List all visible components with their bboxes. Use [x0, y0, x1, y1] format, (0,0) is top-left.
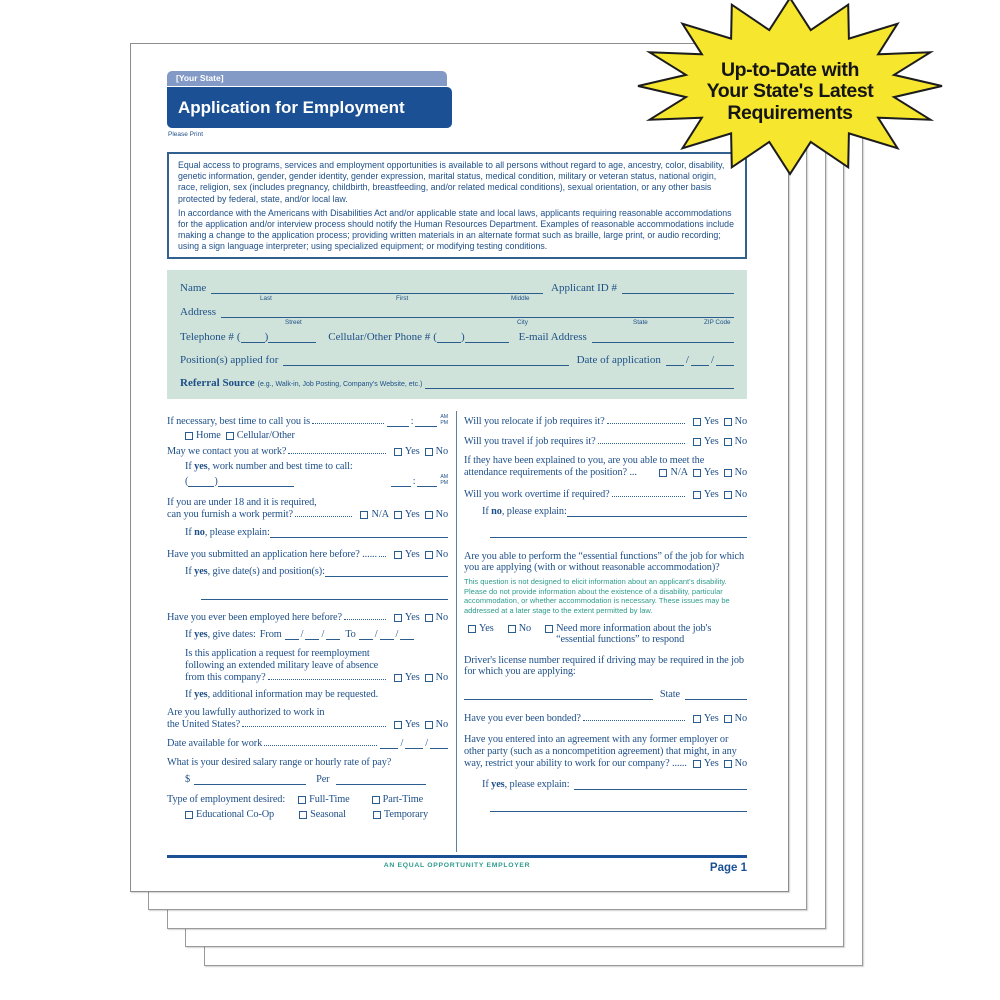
checkbox-icon [724, 491, 732, 499]
column-divider [456, 411, 457, 852]
per-label: Per [316, 774, 330, 786]
address-row [180, 306, 734, 318]
work-area-field[interactable] [188, 476, 214, 487]
checkbox-yes[interactable]: Yes [394, 446, 420, 457]
if-yes-explain-row: If yes, please explain: [482, 779, 747, 790]
checkbox-icon [360, 511, 368, 519]
please-print-note: Please Print [168, 131, 204, 138]
checkbox-no[interactable]: No [724, 436, 747, 447]
employment-type-row [167, 794, 448, 805]
dot-leader [264, 745, 377, 746]
authorized-row [167, 719, 448, 730]
employment-dates-row: If yes, give dates: From / / To / / [185, 629, 448, 640]
question-text: Have you ever been employed here before? [167, 612, 342, 624]
name-sub-first: First [396, 295, 409, 302]
ada-paragraph: In accordance with the Americans with Disabilities Act and/or applicable state and local laws, applicants requiring reasonable accommodations for the application and/or interview process should notify the Human Resources Department. Examples of reasonable accommodations include making a change to the application process; providing written materials in an alternate format such as braille, large print, or audio recording; using a sign language interpreter; using specialized equipment; or modifying testing conditions. [178, 207, 734, 252]
dollar-sign: $ [185, 774, 191, 786]
slash: / [374, 629, 378, 641]
dot-leader [612, 496, 685, 497]
if-no-explain-row: If no, please explain: [482, 506, 747, 517]
date-field[interactable] [285, 629, 299, 640]
slash: / [321, 629, 325, 641]
question-text: from this company? [185, 672, 266, 684]
referral-hint: (e.g., Walk-in, Job Posting, Company's Website, etc.) [257, 381, 423, 388]
dot-leader [598, 443, 685, 444]
explain-field[interactable] [270, 527, 448, 538]
questionnaire [167, 409, 747, 855]
question-text: Have you submitted an application here before? ...... [167, 549, 377, 561]
checkbox-yes[interactable]: Yes [693, 416, 719, 427]
attendance-line1: If they have been explained to you, are you able to meet the [464, 455, 705, 466]
name-field[interactable] [211, 283, 543, 294]
date-field[interactable] [359, 629, 373, 640]
checkbox-no[interactable]: No [425, 509, 448, 520]
checkbox-no[interactable]: No [724, 467, 747, 478]
date-field[interactable] [380, 629, 394, 640]
slash: / [685, 354, 689, 366]
checkbox-part-time[interactable]: Part-Time [372, 794, 423, 805]
checkbox-yes[interactable]: Yes [693, 713, 719, 724]
checkbox-full-time[interactable]: Full-Time [298, 794, 350, 805]
checkbox-yes[interactable]: Yes [693, 436, 719, 447]
dot-leader [295, 516, 353, 517]
checkbox-educational-co-op[interactable]: Educational Co-Op [185, 809, 274, 820]
open-paren: ( [185, 476, 189, 488]
essential-functions-note: This question is not designed to elicit information about an applicant's disability. Please do not provide information about the existence of a disability, particular accommodation, or whether accommodation is necessary. These issues may be addressed at a later stage to the extent permitted by law. [464, 577, 730, 615]
date-field[interactable] [400, 629, 414, 640]
dates-positions-field[interactable] [325, 566, 448, 577]
explain-field[interactable] [567, 506, 747, 517]
work-number-field[interactable] [218, 476, 294, 487]
question-text: Type of employment desired: [167, 794, 286, 806]
checkbox-seasonal[interactable]: Seasonal [299, 809, 346, 820]
checkbox-icon [508, 625, 516, 633]
checkbox-icon [693, 760, 701, 768]
checkbox-icon [299, 811, 307, 819]
personal-info-section [167, 270, 747, 399]
checkbox-no[interactable]: No [425, 549, 448, 560]
checkbox-no[interactable]: No [724, 713, 747, 724]
checkbox-icon [425, 448, 433, 456]
question-text: Will you travel if job requires it? [464, 436, 596, 447]
position-row [180, 354, 734, 366]
checkbox-cellular-other[interactable]: Cellular/Other [226, 430, 295, 441]
dot-leader [379, 556, 386, 557]
checkbox-yes[interactable]: Yes [693, 467, 719, 478]
name-row [180, 282, 734, 294]
work-number-row [185, 475, 448, 487]
per-field[interactable] [336, 774, 426, 785]
close-paren: ) [214, 476, 218, 488]
best-time-row [167, 415, 448, 427]
checkbox-yes[interactable]: Yes [394, 672, 420, 683]
position-field[interactable] [283, 355, 568, 366]
checkbox-icon [693, 418, 701, 426]
essential-functions-question: Are you able to perform the “essential functions” of the job for which you are applying (with or without reasonable accommodation)? [464, 551, 745, 573]
colon: : [410, 416, 414, 428]
write-in-line[interactable] [490, 801, 747, 812]
question-text: Will you work overtime if required? [464, 489, 610, 500]
name-sub-middle: Middle [511, 295, 530, 302]
checkbox-icon [693, 715, 701, 723]
drivers-license-question: Driver's license number required if driving may be required in the job for which you are applying: [464, 655, 744, 678]
checkbox-icon [394, 551, 402, 559]
right-column [464, 409, 747, 812]
license-state-field[interactable] [685, 689, 747, 700]
email-field[interactable] [592, 332, 734, 343]
dot-leader [607, 423, 685, 424]
checkbox-icon [394, 674, 402, 682]
checkbox-icon [226, 432, 234, 440]
checkbox-icon [724, 760, 732, 768]
time-field[interactable] [417, 476, 437, 487]
write-in-line[interactable] [201, 589, 448, 600]
checkbox-temporary[interactable]: Temporary [373, 809, 428, 820]
checkbox-icon [693, 469, 701, 477]
dot-leader [268, 679, 386, 680]
referral-source-label: Referral Source [180, 377, 255, 389]
question-text: the United States? [167, 719, 241, 731]
checkbox-icon [394, 511, 402, 519]
am-pm-label: AM PM [440, 474, 448, 486]
checkbox-icon [394, 721, 402, 729]
close-paren: ) [460, 331, 465, 343]
submitted-before-row [167, 549, 448, 560]
date-field[interactable] [305, 629, 319, 640]
address-label: Address [180, 306, 217, 318]
bonded-row [464, 713, 747, 724]
reemployment-line1: Is this application a request for reemployment [185, 648, 370, 660]
if-no-explain-row: If no, please explain: [185, 527, 448, 538]
cellular-label: Cellular/Other Phone # [328, 331, 431, 343]
question-text: Will you relocate if job requires it? [464, 416, 605, 427]
date-field[interactable] [380, 738, 398, 749]
address-sublabels [180, 318, 734, 327]
date-field[interactable] [430, 738, 448, 749]
reemployment-row [185, 672, 448, 683]
checkbox-yes[interactable]: Yes [394, 719, 420, 730]
checkbox-no[interactable]: No [724, 758, 747, 769]
address-field[interactable] [221, 307, 734, 318]
left-column [167, 409, 448, 820]
slash: / [710, 354, 714, 366]
time-field[interactable] [391, 476, 411, 487]
dot-leader [242, 726, 386, 727]
telephone-area-field[interactable] [241, 332, 265, 343]
dot-leader [288, 453, 386, 454]
checkbox-no[interactable]: No [425, 446, 448, 457]
checkbox-yes[interactable]: Yes [394, 509, 420, 520]
checkbox-icon [425, 614, 433, 622]
date-field[interactable] [666, 355, 684, 366]
relocate-row [464, 416, 747, 427]
checkbox-no[interactable]: No [724, 489, 747, 500]
checkbox-icon [724, 438, 732, 446]
checkbox-icon [185, 432, 193, 440]
applicant-id-label: Applicant ID # [551, 282, 617, 294]
checkbox-no[interactable]: No [425, 672, 448, 683]
date-field[interactable] [405, 738, 423, 749]
email-label: E-mail Address [518, 331, 587, 343]
to-label: To [345, 629, 356, 641]
open-paren: ( [236, 331, 241, 343]
noncompete-row [464, 758, 747, 769]
referral-field[interactable] [425, 378, 734, 389]
work-permit-row [167, 509, 448, 520]
checkbox-need-more-info[interactable]: Need more information about the job's “essential functions” to respond [545, 623, 726, 645]
address-sub-street: Street [285, 319, 302, 326]
checkbox-icon [298, 796, 306, 804]
address-sub-state: State [633, 319, 648, 326]
open-paren: ( [433, 331, 437, 343]
checkbox-no[interactable]: No [508, 623, 531, 634]
checkbox-icon [693, 438, 701, 446]
checkbox-yes[interactable]: Yes [693, 758, 719, 769]
checkbox-icon [185, 811, 193, 819]
salary-row [185, 774, 448, 785]
salary-field[interactable] [194, 774, 306, 785]
checkbox-icon [373, 811, 381, 819]
slash: / [400, 738, 404, 750]
equal-opportunity-employer-note: AN EQUAL OPPORTUNITY EMPLOYER [383, 862, 531, 869]
reemployment-line2: following an extended military leave of absence [185, 660, 379, 672]
question-text: Date available for work [167, 738, 263, 750]
checkbox-icon [724, 418, 732, 426]
checkbox-icon [545, 625, 553, 633]
checkbox-yes[interactable]: Yes [693, 489, 719, 500]
page-number: Page 1 [709, 862, 747, 874]
name-sublabels [180, 294, 734, 303]
phone-type-row [185, 430, 448, 441]
phone-row [180, 331, 734, 343]
date-of-application-label: Date of application [576, 354, 661, 366]
checkbox-yes[interactable]: Yes [394, 612, 420, 623]
checkbox-home[interactable]: Home [185, 430, 221, 441]
position-label: Position(s) applied for [180, 354, 279, 366]
dot-leader [344, 619, 386, 620]
license-number-field[interactable] [464, 689, 653, 700]
checkbox-yes[interactable]: Yes [468, 623, 494, 634]
if-yes-work-number: If yes, work number and best time to call: [185, 461, 353, 473]
checkbox-no[interactable]: No [425, 612, 448, 623]
name-label: Name [180, 282, 207, 294]
state-label: State [659, 689, 680, 701]
form-title-bar [167, 87, 452, 128]
equal-access-paragraph: Equal access to programs, services and employment opportunities is available to all persons without regard to age, ancestry, color, disability, genetic information, gender, gender identity, gender expression, marital status, medical condition, military or veteran status, national origin, race, religion, sex (includes pregnancy, childbirth, breastfeeding, and/or related medical conditions), sexual orientation, or any other basis protected by federal, state, and/or local law. [178, 160, 725, 204]
checkbox-icon [425, 721, 433, 729]
dates-positions-row: If yes, give date(s) and position(s): [185, 566, 448, 577]
attendance-row [464, 467, 747, 478]
from-label: From [259, 629, 282, 641]
date-available-row [167, 738, 448, 749]
checkbox-icon [724, 715, 732, 723]
checkbox-na[interactable]: N/A [360, 509, 388, 520]
overtime-row [464, 489, 747, 500]
salary-question: What is your desired salary range or hourly rate of pay? [167, 757, 392, 769]
explain-field[interactable] [574, 779, 748, 790]
date-field[interactable] [691, 355, 709, 366]
under-18-line1: If you are under 18 and it is required, [167, 497, 317, 509]
additional-info-note: If yes, additional information may be requested. [185, 689, 379, 701]
am-pm-label: AM PM [440, 414, 448, 426]
employed-before-row [167, 612, 448, 623]
slash: / [395, 629, 399, 641]
date-field[interactable] [326, 629, 340, 640]
starburst-badge [628, 0, 952, 190]
license-row [464, 689, 747, 700]
employment-type-row2 [185, 809, 448, 820]
referral-row [180, 377, 734, 389]
question-text: Have you ever been bonded? [464, 713, 581, 725]
dot-leader [583, 720, 685, 721]
applicant-id-field[interactable] [622, 283, 734, 294]
cellular-field[interactable] [465, 332, 509, 343]
checkbox-icon [394, 614, 402, 622]
checkbox-no[interactable]: No [724, 416, 747, 427]
checkbox-no[interactable]: No [425, 719, 448, 730]
checkbox-icon [394, 448, 402, 456]
slash: / [425, 738, 428, 750]
checkbox-icon [425, 511, 433, 519]
footer-rule [167, 855, 747, 858]
badge-text: Up-to-Date with Your State's Latest Requirements [706, 58, 874, 124]
name-sub-last: Last [260, 295, 272, 302]
close-paren: ) [264, 331, 269, 343]
question-text: If necessary, best time to call you is [167, 416, 311, 428]
address-sub-zip: ZIP Code [704, 319, 731, 326]
time-field[interactable] [415, 416, 437, 427]
telephone-label: Telephone # [180, 331, 234, 343]
contact-at-work-row [167, 446, 448, 457]
checkbox-icon [724, 469, 732, 477]
question-text: can you furnish a work permit? [167, 509, 293, 521]
checkbox-yes[interactable]: Yes [394, 549, 420, 560]
state-tab [167, 71, 447, 86]
state-tab-label: [Your State] [176, 73, 224, 83]
question-text: way, restrict your ability to work for our company? ...... [464, 758, 687, 770]
telephone-field[interactable] [268, 332, 316, 343]
checkbox-icon [659, 469, 667, 477]
dot-leader [312, 423, 384, 424]
essential-functions-answers [464, 623, 747, 645]
colon: : [412, 476, 416, 488]
checkbox-icon [468, 625, 476, 633]
checkbox-icon [425, 674, 433, 682]
checkbox-icon [693, 491, 701, 499]
travel-row [464, 436, 747, 447]
write-in-line[interactable] [490, 527, 747, 538]
date-field[interactable] [716, 355, 734, 366]
checkbox-icon [425, 551, 433, 559]
address-sub-city: City [517, 319, 528, 326]
form-title: Application for Employment [178, 98, 405, 117]
time-field[interactable] [387, 416, 409, 427]
noncompete-line2: other party (such as a noncompetition agreement) that might, in any [464, 746, 737, 758]
cellular-area-field[interactable] [437, 332, 461, 343]
checkbox-na[interactable]: N/A [659, 467, 687, 478]
slash: / [300, 629, 304, 641]
question-text: attendance requirements of the position? ... [464, 467, 637, 478]
question-text: May we contact you at work? [167, 446, 287, 458]
checkbox-icon [372, 796, 380, 804]
authorized-line1: Are you lawfully authorized to work in [167, 707, 325, 719]
noncompete-line1: Have you entered into an agreement with any former employer or [464, 734, 729, 746]
